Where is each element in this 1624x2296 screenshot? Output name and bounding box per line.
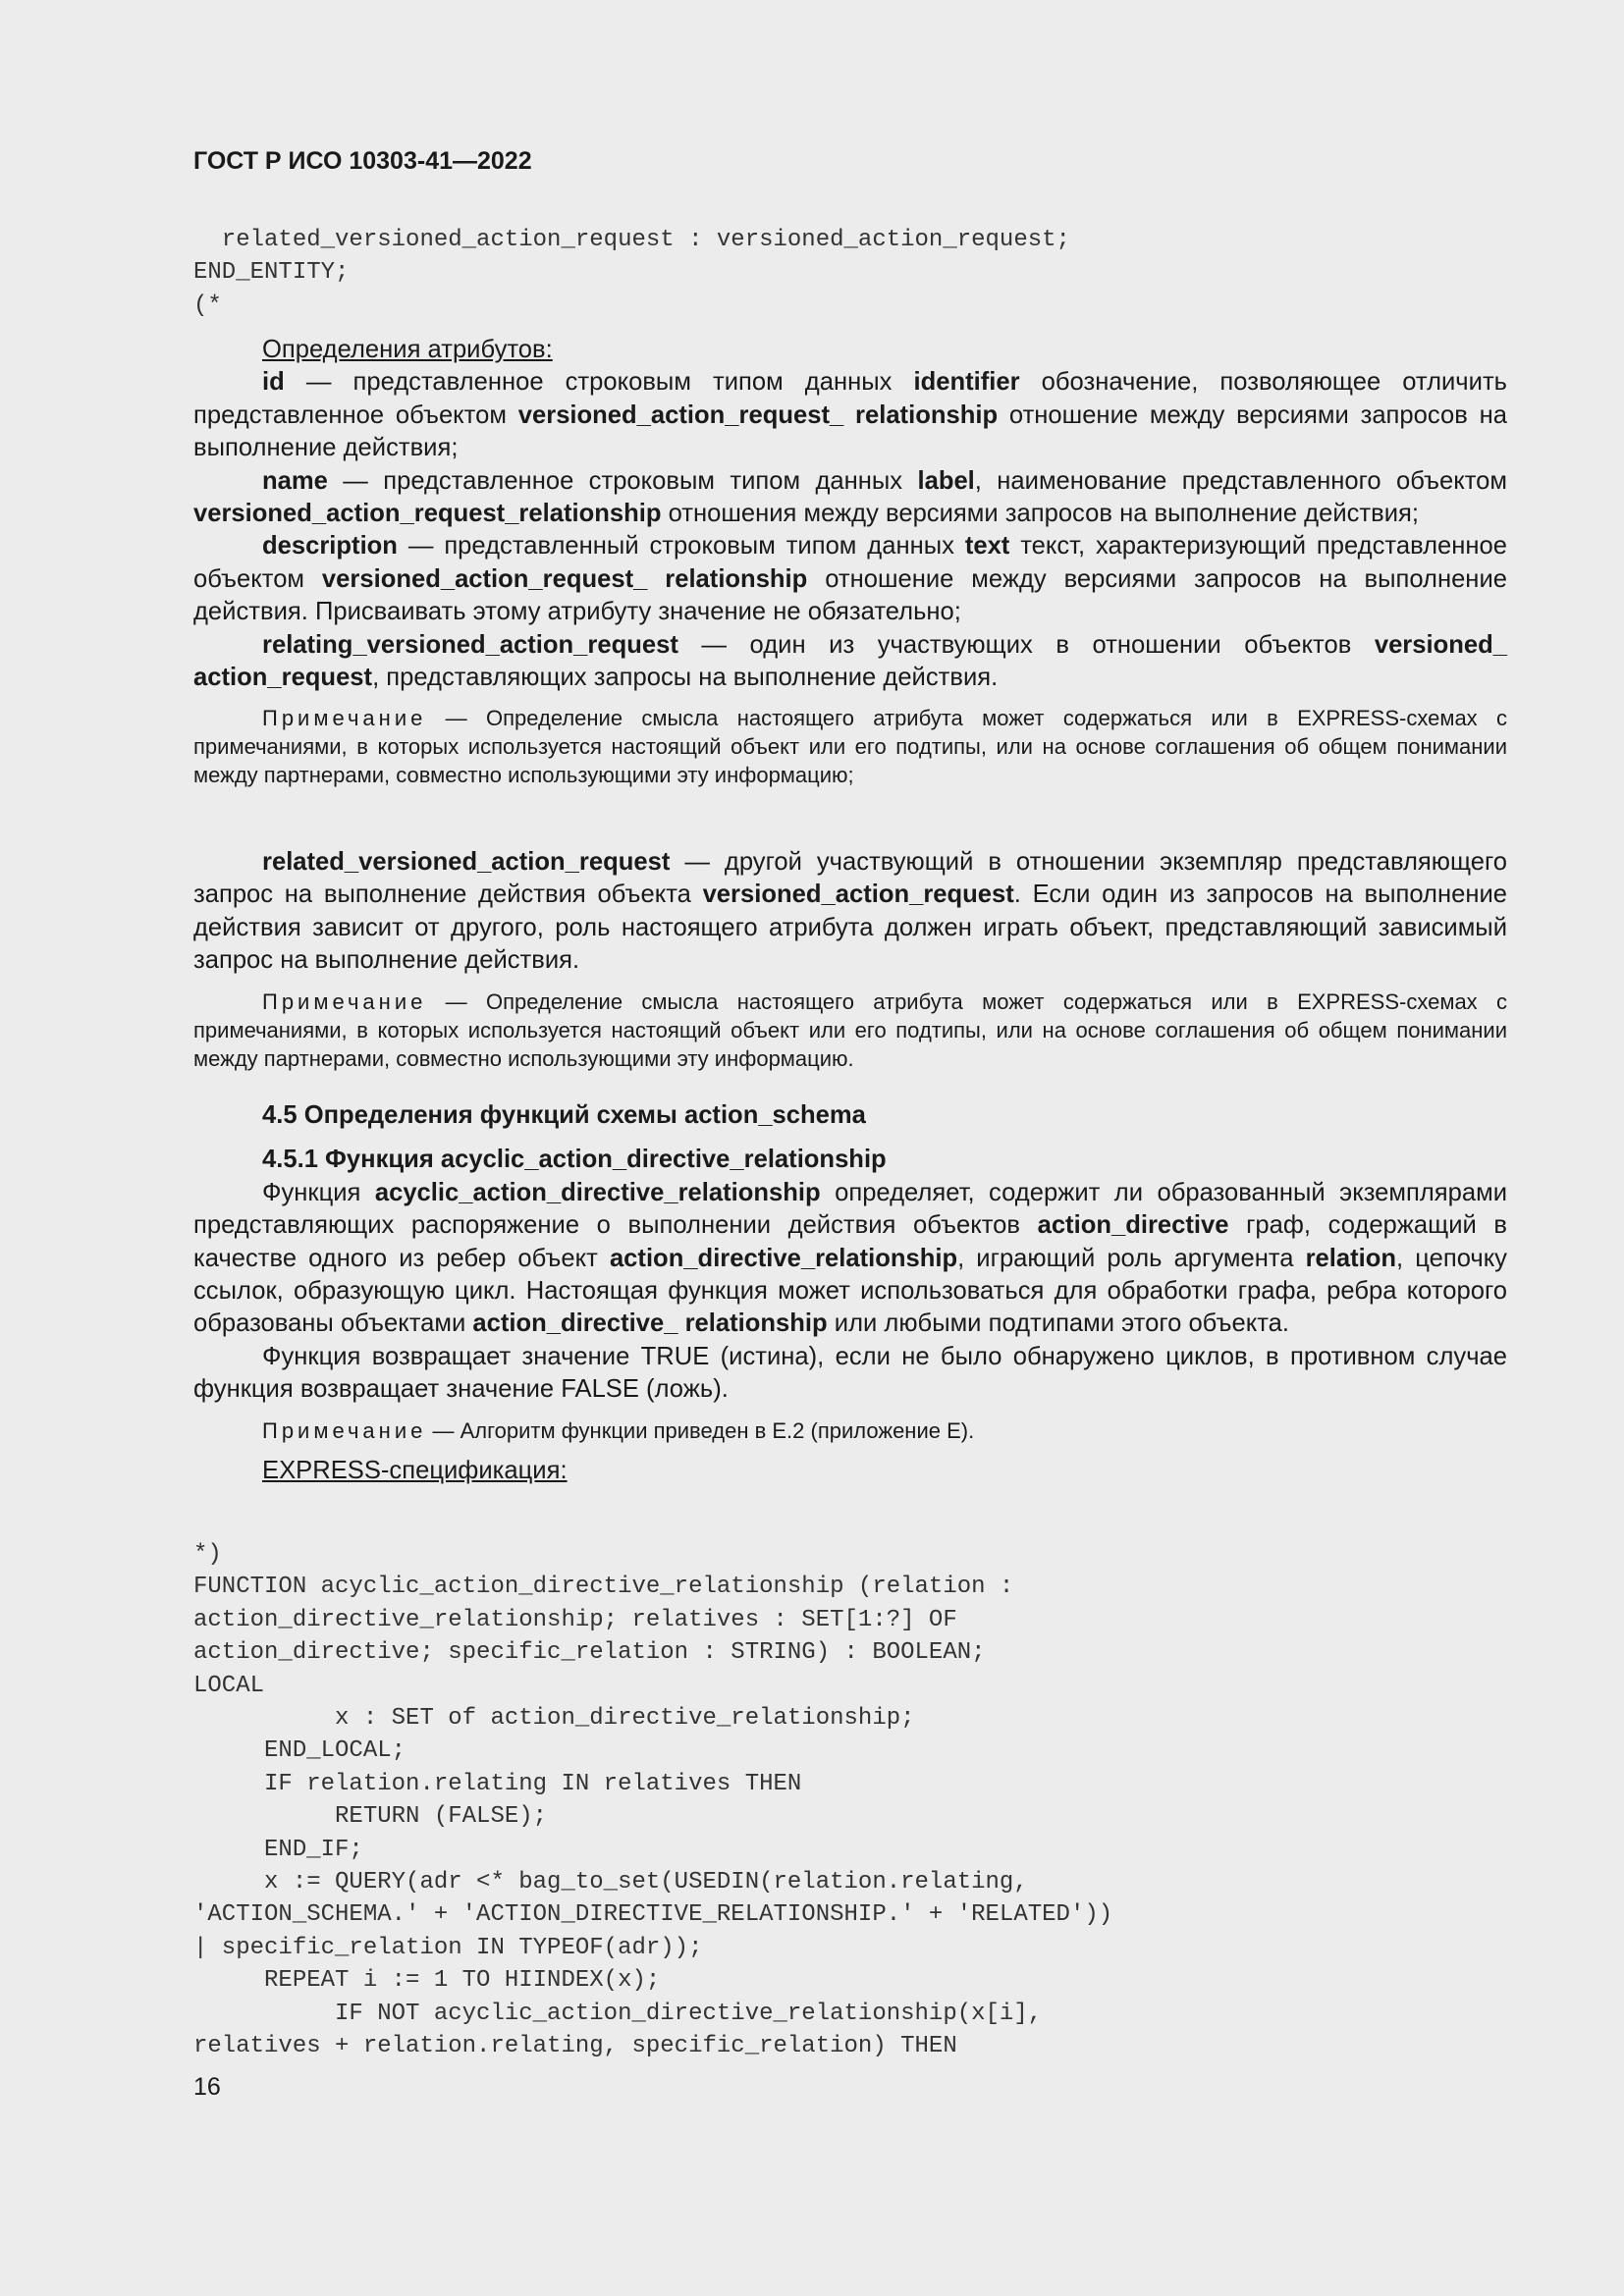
attr-description: description — представленный строковым типом данных text текст, характеризующий представленное объектом versioned_action_request_ relationship отношение между версиями запросов на выполнение действия. Присваивать этому атрибуту значение не обязательно; [193,532,1507,626]
page-number: 16 [193,2073,221,2101]
code-line: FUNCTION acyclic_action_directive_relationship (relation : [193,1574,1014,1601]
attribute-definitions [193,334,1507,799]
code-line: LOCAL [193,1672,265,1699]
code-line: IF NOT acyclic_action_directive_relationship(x[i], [193,2000,1043,2027]
code-block-top [193,224,1070,322]
code-line: x := QUERY(adr <* bag_to_set(USEDIN(relation.relating, [193,1869,1028,1896]
code-line: 'ACTION_SCHEMA.' + 'ACTION_DIRECTIVE_RELATIONSHIP.' + 'RELATED')) [193,1901,1113,1929]
code-line: REPEAT i := 1 TO HIINDEX(x); [193,1967,661,1995]
code-block-main [193,1538,1112,2063]
section-heading-4-5: 4.5 Определения функций схемы action_schema [262,1101,866,1129]
code-line: | specific_relation IN TYPEOF(adr)); [193,1934,703,1961]
attribute-related [193,846,1507,1083]
code-line: related_versioned_action_request : versioned_action_request; [193,227,1070,253]
section-heading-4-5-1: 4.5.1 Функция acyclic_action_directive_relationship [262,1146,887,1174]
attr-name: name — представленное строковым типом данных label, наименование представленного объектом versioned_action_request_relationship отношения между версиями запросов на выполнение действия; [193,466,1507,528]
attr-relating: relating_versioned_action_request — один из участвующих в отношении объектов versioned_ action_request, представляющих запросы на выполнение действия. [193,630,1507,692]
code-line: END_ENTITY; [193,259,350,287]
code-line: (* [193,292,222,319]
code-line: RETURN (FALSE); [193,1803,548,1831]
attr-id: id — представленное строковым типом данных identifier обозначение, позволяющее отличить представленное объектом versioned_action_request_ relationship отношение между версиями запросов на выполнение действия; [193,368,1507,462]
function-section [193,1099,1507,1487]
document-header: ГОСТ Р ИСО 10303-41—2022 [193,147,532,175]
attr-related: related_versioned_action_request — другой участвующий в отношении экземпляр представляющего запрос на выполнение действия объекта versioned_action_request. Если один из запросов на выполнение действия зависит от другого, роль настоящего атрибута должен играть объект, представляющий зависимый запрос на выполнение действия. [193,848,1507,975]
code-line: action_directive; specific_relation : STRING) : BOOLEAN; [193,1639,986,1667]
function-return: Функция возвращает значение TRUE (истина), если не было обнаружено циклов, в противном случае функция возвращает значение FALSE (ложь). [193,1342,1507,1404]
note-1: Примечание — Определение смысла настоящего атрибута может содержаться или в EXPRESS-схемах с примечаниями, в которых используется настоящий объект или его подтипы, или на основе соглашения об общем понимании между партнерами, совместно использующими эту информацию; [193,706,1507,788]
attributes-heading: Определения атрибутов: [262,336,553,363]
code-line: x : SET of action_directive_relationship; [193,1705,915,1733]
code-line: END_IF; [193,1836,363,1863]
code-line: END_LOCAL; [193,1737,406,1765]
code-line: IF relation.relating IN relatives THEN [193,1770,802,1797]
code-line: *) [193,1541,222,1568]
code-line: action_directive_relationship; relatives : SET[1:?] OF [193,1606,957,1633]
note-2: Примечание — Определение смысла настоящего атрибута может содержаться или в EXPRESS-схемах с примечаниями, в которых используется настоящий объект или его подтипы, или на основе соглашения об общем понимании между партнерами, совместно использующими эту информацию. [193,988,1507,1071]
function-description: Функция acyclic_action_directive_relationship определяет, содержит ли образованный экземплярами представляющих распоряжение о выполнении действия объектов action_directive граф, содержащий в качестве одного из ребер объект action_directive_relationship, играющий роль аргумента relation, цепочку ссылок, образующую цикл. Настоящая функция может использоваться для обработки графа, ребра которого образованы объектами action_directive_ relationship или любыми подтипами этого объекта. [193,1178,1507,1338]
express-heading: EXPRESS-спецификация: [262,1456,568,1484]
code-line: relatives + relation.relating, specific_relation) THEN [193,2033,957,2060]
note-3: Примечание — Алгоритм функции приведен в Е.2 (приложение Е). [262,1417,975,1443]
